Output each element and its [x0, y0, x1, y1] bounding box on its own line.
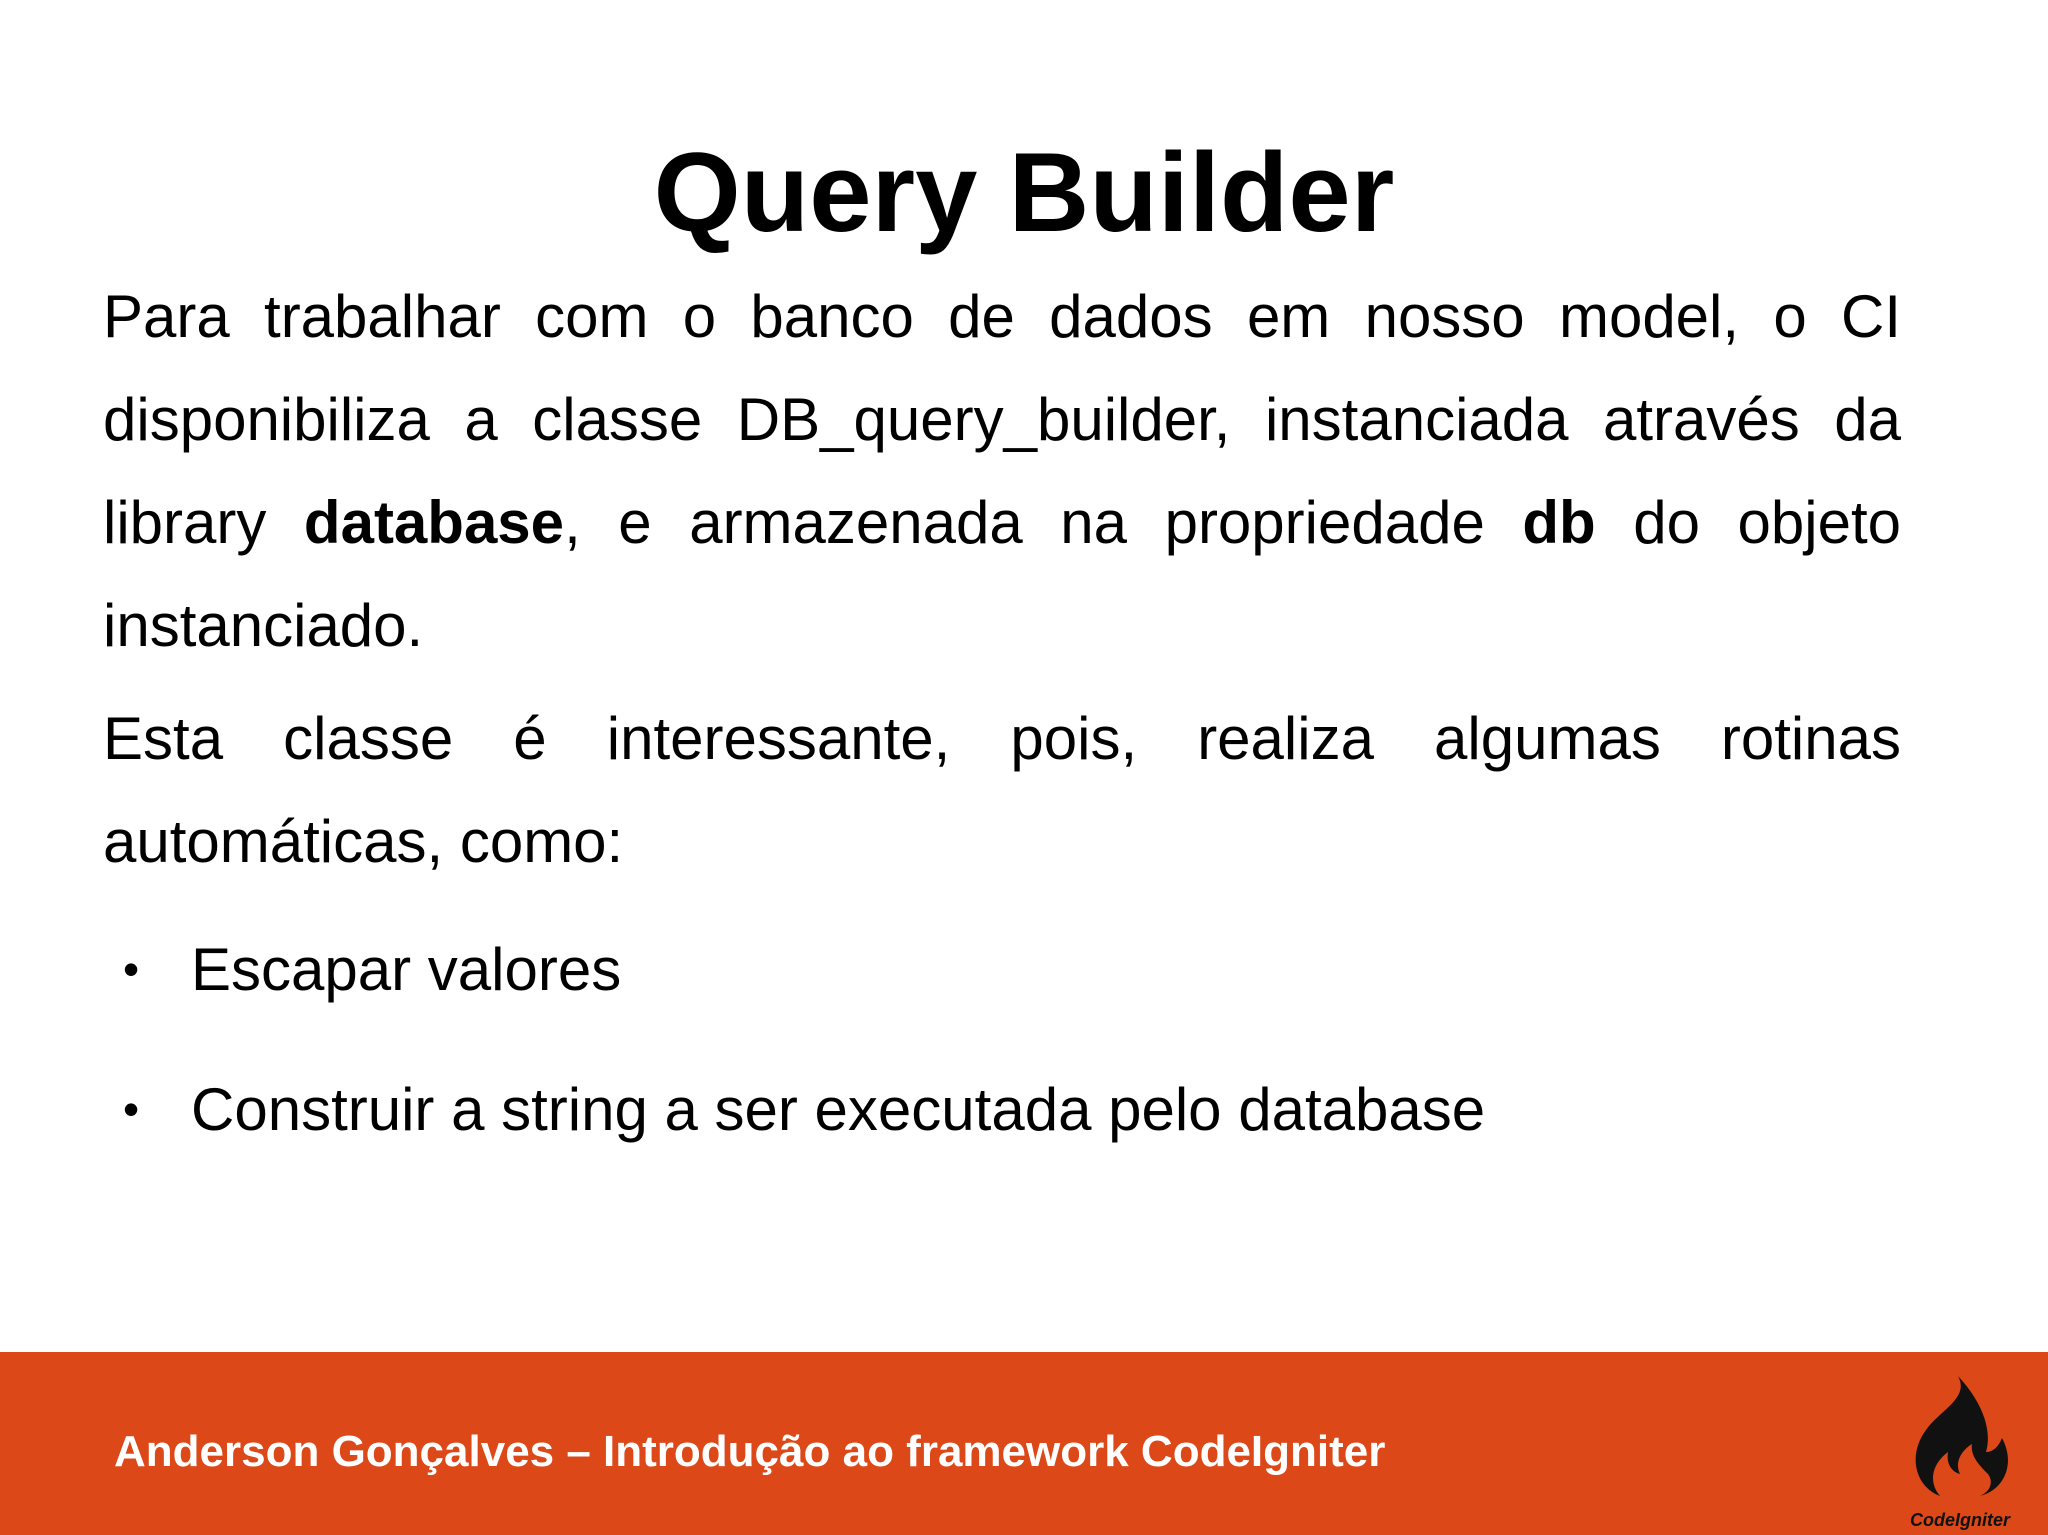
- bullet-item-text: Construir a string a ser executada pelo database: [191, 1076, 1486, 1143]
- codeigniter-flame-icon: [1900, 1372, 2020, 1532]
- bullet-dot: •: [123, 1083, 140, 1135]
- bullet-item-text: Escapar valores: [191, 936, 622, 1003]
- paragraph-intro-text-2: , e armazenada na propriedade: [564, 489, 1523, 556]
- paragraph-intro-bold-database: database: [303, 489, 565, 556]
- paragraph-intro-text-3: do objeto instanciado.: [103, 489, 1901, 659]
- bullet-dot: •: [123, 943, 140, 995]
- paragraph-intro-bold-db: db: [1522, 489, 1596, 556]
- bullet-list: [103, 918, 1901, 1161]
- footer-bar: [0, 1352, 2048, 1535]
- paragraph-intro-text-1: Para trabalhar com o banco de dados em nosso model, o CI disponibiliza a classe DB_query_builder, instanciada através da library: [103, 283, 1901, 556]
- codeigniter-logo: [1900, 1372, 2020, 1532]
- codeigniter-logo-text: CodeIgniter: [1909, 1510, 2011, 1530]
- bullet-item: [103, 918, 1901, 1021]
- paragraph-class-features: Esta classe é interessante, pois, realiza algumas rotinas automáticas, como:: [103, 705, 1901, 875]
- slide-content: [103, 265, 1901, 1198]
- slide-title: Query Builder: [653, 130, 1395, 255]
- bullet-item: [103, 1058, 1901, 1161]
- footer-author-title: Anderson Gonçalves – Introdução ao framework CodeIgniter: [114, 1427, 1386, 1476]
- paragraph-intro: [103, 265, 1901, 677]
